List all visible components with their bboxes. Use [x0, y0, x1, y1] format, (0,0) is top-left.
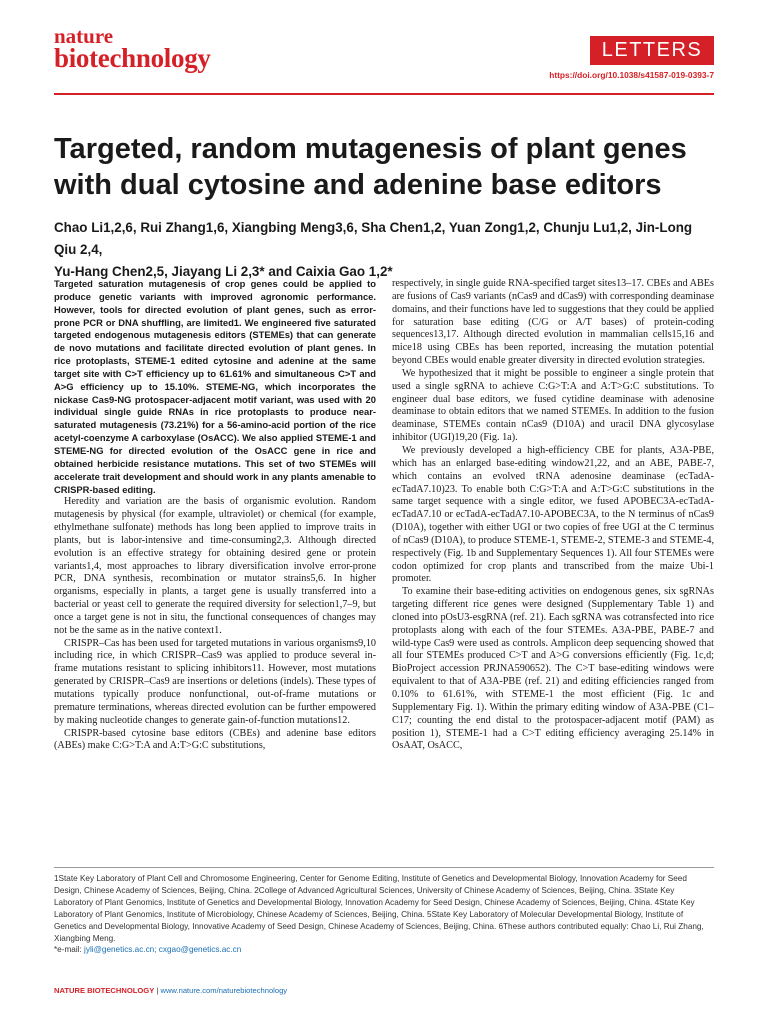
footer-journal-name: NATURE BIOTECHNOLOGY [54, 986, 155, 995]
author-line-1-text: Chao Li1,2,6, Rui Zhang1,6, Xiangbing Meng3,6, Sha Chen1,2, Yuan Zong1,2, Chunju Lu1,2, Jin-Long Qiu 2,4, [54, 220, 693, 257]
affiliations: 1State Key Laboratory of Plant Cell and Chromosome Engineering, Center for Genome Editing, Institute of Genetics and Developmental Biology, Innovation Academy for Seed Design, Chinese Academy of Sciences, Beijing, China. 2College of Advanced Agricultural Sciences, University of Chinese Academy of Sciences, Beijing, China. 3State Key Laboratory of Plant Genomics, Institute of Genetics and Developmental Biology, Innovation Academy for Seed Design, Chinese Academy of Sciences, Beijing, China. 4State Key Laboratory of Plant Genomics, Institute of Microbiology, Chinese Academy of Sciences, Beijing, China. 5State Key Laboratory of Molecular Developmental Biology, Institute of Genetics and Developmental Biology, Innovative Academy of Seed Design, Chinese Academy of Sciences, Beijing, China. 6These authors contributed equally: Chao Li, Rui Zhang, Xiangbing Meng. [54, 874, 704, 944]
footnote-divider [54, 867, 714, 868]
body-paragraph: We previously developed a high-efficiency CBE for plants, A3A-PBE, which has an enlarged base-editing window21,22, and an ABE, PABE-7, which contains an evolved tRNA adenosine deaminase (ecTadA-ecTadA7.10)23. To enable both C:G>T:A and A:T>G:C substitutions in the same target sequence with a single editor, we fused APOBEC3A-ecTadA-ecTadA7.10 or ecTadA-ecTadA7.10-APOBEC3A, to the N terminus of nCas9 (D10A), together with either UGI or two copies of free UGI at the C terminus of nCas9 (D10A), to produce STEME-1, STEME-2, STEME-3 and STEME-4, respectively (Fig. 1b and Supplementary Sequences 1). All four STEMEs were codon optimized for crop plants and transcribed from the maize Ubi-1 promoter. [392, 444, 714, 585]
header-divider [54, 93, 714, 95]
body-paragraph: CRISPR–Cas has been used for targeted mutations in various organisms9,10 including rice, in which CRISPR–Cas9 was applied to produce several in-frame mutations resistant to splicing inhibitors11. However, most mutations generated by CRISPR–Cas9 are insertions or deletions (indels). These types of mutations typically produce nonfunctional, out-of-frame mutations or premature terminations, whereas directed evolution can be further empowered by making nucleotide changes to generate gain-of-function mutations12. [54, 637, 377, 726]
logo-line-biotechnology: biotechnology [54, 43, 211, 73]
body-paragraph: We hypothesized that it might be possible to engineer a single protein that used a single sgRNA to achieve C:G>T:A and A:T>G:C substitutions. To engineer dual base editors, we fused cytidine deaminase with adenosine deaminase to obtain editors that we named STEMEs. In addition to the fusion deaminase, STEMEs contain nCas9 (D10A) and uracil DNA glycosylase inhibitor (UGI)19,20 (Fig. 1a). [392, 367, 714, 444]
author-list [54, 217, 714, 283]
article-title: Targeted, random mutagenesis of plant genes with dual cytosine and adenine base editors [54, 133, 687, 201]
body-column-left [54, 278, 376, 753]
body-paragraph: CRISPR-based cytosine base editors (CBEs) and adenine base editors (ABEs) make C:G>T:A and A:T>G:C substitutions, [54, 727, 376, 752]
page-footer [54, 986, 287, 995]
footer-url[interactable]: www.nature.com/naturebiotechnology [160, 986, 288, 995]
journal-logo [54, 26, 211, 72]
author-line-2-text: Yu-Hang Chen2,5, Jiayang Li 2,3* and Caixia Gao 1,2* [54, 264, 393, 279]
correspondence-email [54, 945, 241, 954]
logo-line-nature: nature [54, 24, 114, 48]
footer-separator: | [154, 986, 161, 995]
body-paragraph: Heredity and variation are the basis of organismic evolution. Random mutagenesis by physical (for example, ultraviolet) or chemical (for example, ethylmethane sulfonate) methods has long been applied to improve traits in plants, but is labor-intensive and time-consuming2,3. Although directed evolution is an effective strategy for obtaining desired gene or protein variants1,4, most approaches to library diversification involve error-prone PCR, DNA synthesis, recombination or mutator strains5,6. In higher organisms, especially in plants, a target gene is usually transferred into a bacterial or yeast cell to generate the required diversity for selection1,7–9, but once a target gene is not in situ, the functional consequences of changes may not be the same as in the native context1. [54, 496, 376, 636]
section-badge: LETTERS [590, 36, 714, 65]
email-addresses[interactable]: jyli@genetics.ac.cn; cxgao@genetics.ac.cn [84, 945, 242, 954]
email-label: *e-mail: [54, 945, 85, 954]
doi-link[interactable]: https://doi.org/10.1038/s41587-019-0393-7 [549, 70, 714, 80]
author-line-1 [54, 217, 714, 261]
body-paragraph: To examine their base-editing activities on endogenous genes, six sgRNAs targeting different rice genes were designed (Supplementary Table 1) and cloned into pOsU3-esgRNA (ref. 21). Each sgRNA was cotransfected into rice protoplasts along with each of the four STEMEs. A3A-PBE, PABE-7 and wild-type Cas9 were used as controls. Amplicon deep sequencing showed that all four STEMEs produced C>T and A>G conversions efficiently (Fig. 1c,d; BioProject accession PRJNA590652). The C>T base-editing windows were equivalent to that of A3A-PBE (ref. 21) and editing efficiencies ranged from 0.10% to 61.61%, with STEME-1 the most efficient (Fig. 1c and Supplementary Fig. 1). Within the primary editing window of A3A-PBE (C1–C17; counting the end distal to the protospacer-adjacent motif (PAM) as position 1), STEME-1 had a C>T editing efficiency averaging 25.14% in OsAAT, OsACC, [392, 586, 714, 752]
body-column-right [392, 278, 714, 753]
abstract: Targeted saturation mutagenesis of crop genes could be applied to produce genetic variants with improved agronomic performance. However, tools for directed evolution of plant genes, such as error-prone PCR or DNA shuffling, are limited1. We engineered five saturated targeted endogenous mutagenesis editors (STEMEs) that can generate de novo mutations and facilitate directed evolution of plant genes. In rice protoplasts, STEME-1 edited cytosine and adenine at the same target site with C>T efficiency up to 61.61% and simultaneous C>T and A>G efficiency up to 15.10%. STEME-NG, which incorporates the nickase Cas9-NG protospacer-adjacent motif variant, was used with 20 individual single guide RNAs in rice protoplasts to produce near-saturated mutagenesis (73.21%) for a 56-amino-acid portion of the rice acetyl-coenzyme A carboxylase (OsACC). We also applied STEME-1 and STEME-NG for directed evolution of the OsACC gene in rice and obtained herbicide resistance mutations. This set of two STEMEs will accelerate trait development and should work in any plants amenable to CRISPR-based editing. [54, 278, 376, 495]
body-paragraph: respectively, in single guide RNA-specified target sites13–17. CBEs and ABEs are fusions of Cas9 variants (nCas9 and dCas9) with corresponding deaminase domains, and their functions have led to suggestions that they could be applied for saturation base editing (C/G or A/T bases) of protein-coding sequences13,17. Although directed evolution in mammalian cells15,16 and mice18 using CBEs has been reported, increasing the mutation potential beyond CBEs would enable greater diversity in directed evolution strategies. [392, 278, 714, 367]
